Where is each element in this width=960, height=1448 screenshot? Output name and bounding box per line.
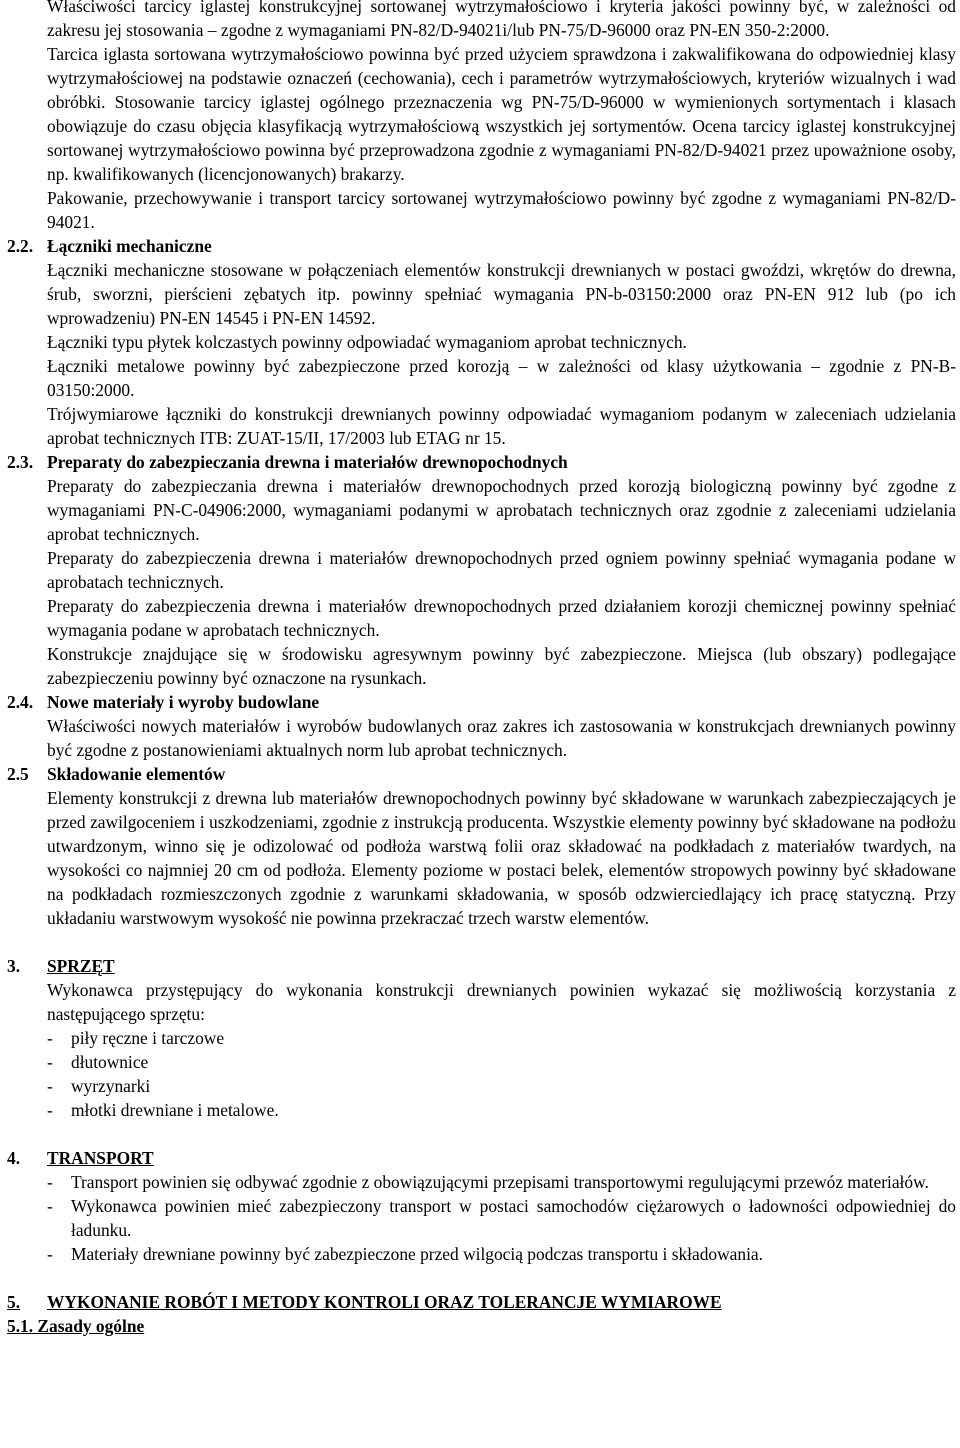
section-5-heading xyxy=(0,1290,956,1314)
section-2-5-heading xyxy=(0,762,956,786)
section-2-3-paragraph-3: Preparaty do zabezpieczenia drewna i materiałów drewnopochodnych przed działaniem korozji chemicznej powinny spełniać wymagania podane w aprobatach technicznych. xyxy=(47,596,956,640)
section-number: 2.5 xyxy=(7,764,29,784)
section-2-5-paragraph-1: Elementy konstrukcji z drewna lub materiałów drewnopochodnych powinny być składowane w warunkach zabezpieczających je przed zawilgoceniem i uszkodzeniami, zgodnie z instrukcją producenta. Wszystkie elementy powinny być składowane na podłożu utwardzonym, winno się je odizolować od podłoża warstwą folii oraz składować na podkładach z materiałów twardych, na wysokości co najmniej 20 cm od podłoża. Elementy poziome w postaci belek, elementów stropowych powinny być składowane na podkładach rozmieszczonych zgodnie z warunkami składowania, w sposób odzwierciedlający ich pracę statyczną. Przy układaniu warstwowym wysokość nie powinna przekraczać trzech warstw elementów. xyxy=(47,788,956,928)
section-2-3-paragraph-4: Konstrukcje znajdujące się w środowisku agresywnym powinny być zabezpieczone. Miejsca (lub obszary) podlegające zabezpieczeniu powinny być oznaczone na rysunkach. xyxy=(47,644,956,688)
section-2-2-paragraph-1: Łączniki mechaniczne stosowane w połączeniach elementów konstrukcji drewnianych w postaci gwoździ, wkrętów do drewna, śrub, sworzni, pierścieni zębatych itp. powinny spełniać wymagania PN-b-03150:2000 oraz PN-EN 912 lub (po ich wprowadzeniu) PN-EN 14545 i PN-EN 14592. xyxy=(47,260,956,328)
spacer xyxy=(0,1122,956,1146)
section-2-2-paragraph-3: Łączniki metalowe powinny być zabezpieczone przed korozją – w zależności od klasy użytkowania – zgodnie z PN-B-03150:2000. xyxy=(47,356,956,400)
intro-paragraph-3: Pakowanie, przechowywanie i transport tarcicy sortowanej wytrzymałościowo powinny być zgodne z wymaganiami PN-82/D-94021. xyxy=(47,188,956,232)
spacer xyxy=(0,930,956,954)
intro-paragraph-1: Właściwości tarcicy iglastej konstrukcyjnej sortowanej wytrzymałościowo i kryteria jakości powinny być, w zależności od zakresu jej stosowania – zgodne z wymaganiami PN-82/D-94021i/lub PN-75/D-96000 oraz PN-EN 350-2:2000. xyxy=(47,0,956,40)
section-2-4-paragraph-1: Właściwości nowych materiałów i wyrobów budowlanych oraz zakres ich zastosowania w konstrukcjach drewnianych powinny być zgodne z postanowieniami aktualnych norm lub aprobat technicznych. xyxy=(47,716,956,760)
section-title: Nowe materiały i wyroby budowlane xyxy=(47,692,320,712)
section-3-paragraph-1: Wykonawca przystępujący do wykonania konstrukcji drewnianych powinien wykazać się możliwością korzystania z następującego sprzętu: xyxy=(47,980,956,1024)
section-title: Łączniki mechaniczne xyxy=(47,236,212,256)
spacer xyxy=(0,1266,956,1290)
section-number: 2.4. xyxy=(7,692,34,712)
section-title: WYKONANIE ROBÓT I METODY KONTROLI ORAZ TOLERANCJE WYMIAROWE xyxy=(47,1292,722,1312)
section-5-1-heading xyxy=(0,1314,956,1338)
list-item: - piły ręczne i tarczowe xyxy=(47,1028,225,1048)
section-title: Składowanie elementów xyxy=(47,764,226,784)
section-title: TRANSPORT xyxy=(47,1148,154,1168)
section-number: 5. xyxy=(7,1292,21,1312)
section-title: SPRZĘT xyxy=(47,956,115,976)
section-4-heading xyxy=(0,1146,956,1170)
section-number: 3. xyxy=(7,956,21,976)
list-item: - dłutownice xyxy=(47,1052,149,1072)
section-2-2-paragraph-2: Łączniki typu płytek kolczastych powinny odpowiadać wymaganiom aprobat technicznych. xyxy=(47,332,687,352)
intro-paragraph-2: Tarcica iglasta sortowana wytrzymałościowo powinna być przed użyciem sprawdzona i zakwalifikowana do odpowiedniej klasy wytrzymałościowej na podstawie oznaczeń (cechowania), cech i parametrów wytrzymałościowych, kryteriów wizualnych i wad obróbki. Stosowanie tarcicy iglastej ogólnego przeznaczenia wg PN-75/D-96000 w wymienionych sortymentach i klasach obowiązuje do czasu objęcia klasyfikacją wytrzymałościową wszystkich jej sortymentów. Ocena tarcicy iglastej konstrukcyjnej sortowanej wytrzymałościowo powinna być przeprowadzona zgodnie z wymaganiami PN-82/D-94021 przez upoważnione osoby, np. kwalifikowanych (licencjonowanych) brakarzy. xyxy=(47,44,956,184)
section-2-2-paragraph-4: Trójwymiarowe łączniki do konstrukcji drewnianych powinny odpowiadać wymaganiom podanym w zaleceniach udzielania aprobat technicznych ITB: ZUAT-15/II, 17/2003 lub ETAG nr 15. xyxy=(47,404,956,448)
section-number: 4. xyxy=(7,1148,21,1168)
section-label: 5.1. Zasady ogólne xyxy=(7,1316,145,1336)
list-item: - młotki drewniane i metalowe. xyxy=(47,1100,279,1120)
list-item: - wyrzynarki xyxy=(47,1076,151,1096)
list-item: - Transport powinien się odbywać zgodnie z obowiązującymi przepisami transportowymi regulującymi przewóz materiałów. xyxy=(47,1172,929,1192)
section-2-3-paragraph-2: Preparaty do zabezpieczenia drewna i materiałów drewnopochodnych przed ogniem powinny spełniać wymagania podane w aprobatach technicznych. xyxy=(47,548,956,592)
section-2-4-heading xyxy=(0,690,956,714)
section-2-2-heading xyxy=(0,234,956,258)
section-number: 2.2. xyxy=(7,236,34,256)
list-item: - Wykonawca powinien mieć zabezpieczony transport w postaci samochodów ciężarowych o ładowności odpowiedniej do ładunku. xyxy=(47,1196,956,1240)
section-number: 2.3. xyxy=(7,452,34,472)
section-3-heading xyxy=(0,954,956,978)
list-item: - Materiały drewniane powinny być zabezpieczone przed wilgocią podczas transportu i składowania. xyxy=(47,1244,763,1264)
section-title: Preparaty do zabezpieczania drewna i materiałów drewnopochodnych xyxy=(47,452,568,472)
section-2-3-paragraph-1: Preparaty do zabezpieczania drewna i materiałów drewnopochodnych przed korozją biologiczną powinny być zgodne z wymaganiami PN-C-04906:2000, wymaganiami podanymi w aprobatach technicznych oraz zgodnie z zaleceniami udzielania aprobat technicznych. xyxy=(47,476,956,544)
section-2-3-heading xyxy=(0,450,956,474)
